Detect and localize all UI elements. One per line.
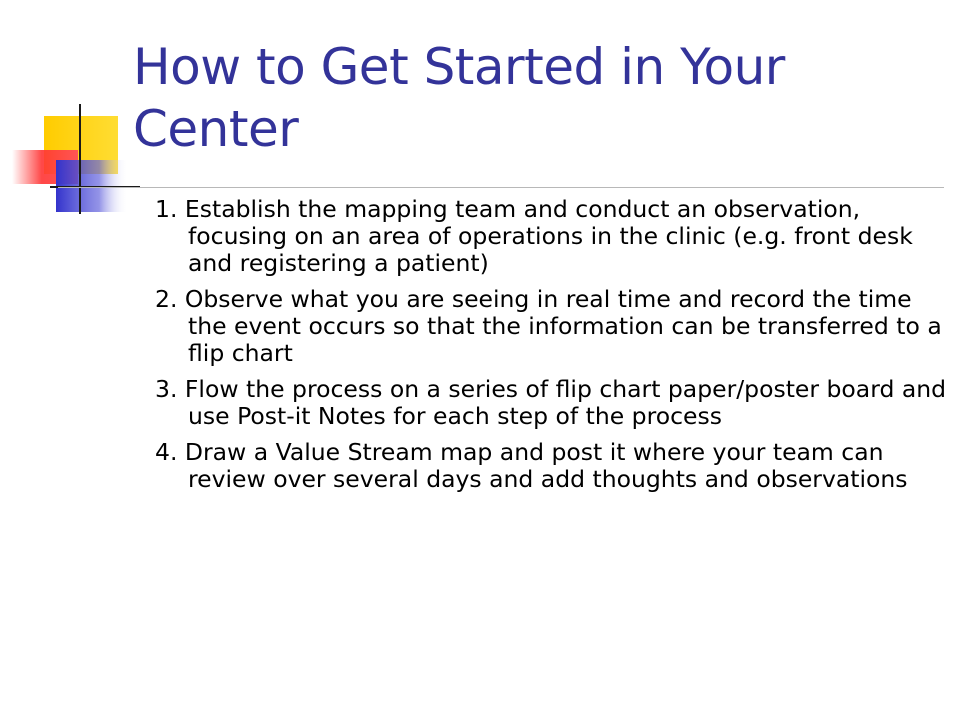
title-divider-line xyxy=(58,187,944,188)
step-item-4: 4. Draw a Value Stream map and post it where your team can review over several days and add thoughts and observations xyxy=(155,438,908,493)
step-item-3: 3. Flow the process on a series of flip chart paper/poster board and use Post-it Notes for each step of the process xyxy=(155,375,947,430)
steps-list xyxy=(155,196,950,502)
step-item-1: 1. Establish the mapping team and conduct an observation, focusing on an area of operations in the clinic (e.g. front desk and registering a patient) xyxy=(155,195,913,277)
step-item-2: 2. Observe what you are seeing in real time and record the time the event occurs so that the information can be transferred to a flip chart xyxy=(155,285,942,367)
decorative-squares-graphic xyxy=(0,0,140,230)
slide-title: How to Get Started in Your Center xyxy=(133,38,785,158)
